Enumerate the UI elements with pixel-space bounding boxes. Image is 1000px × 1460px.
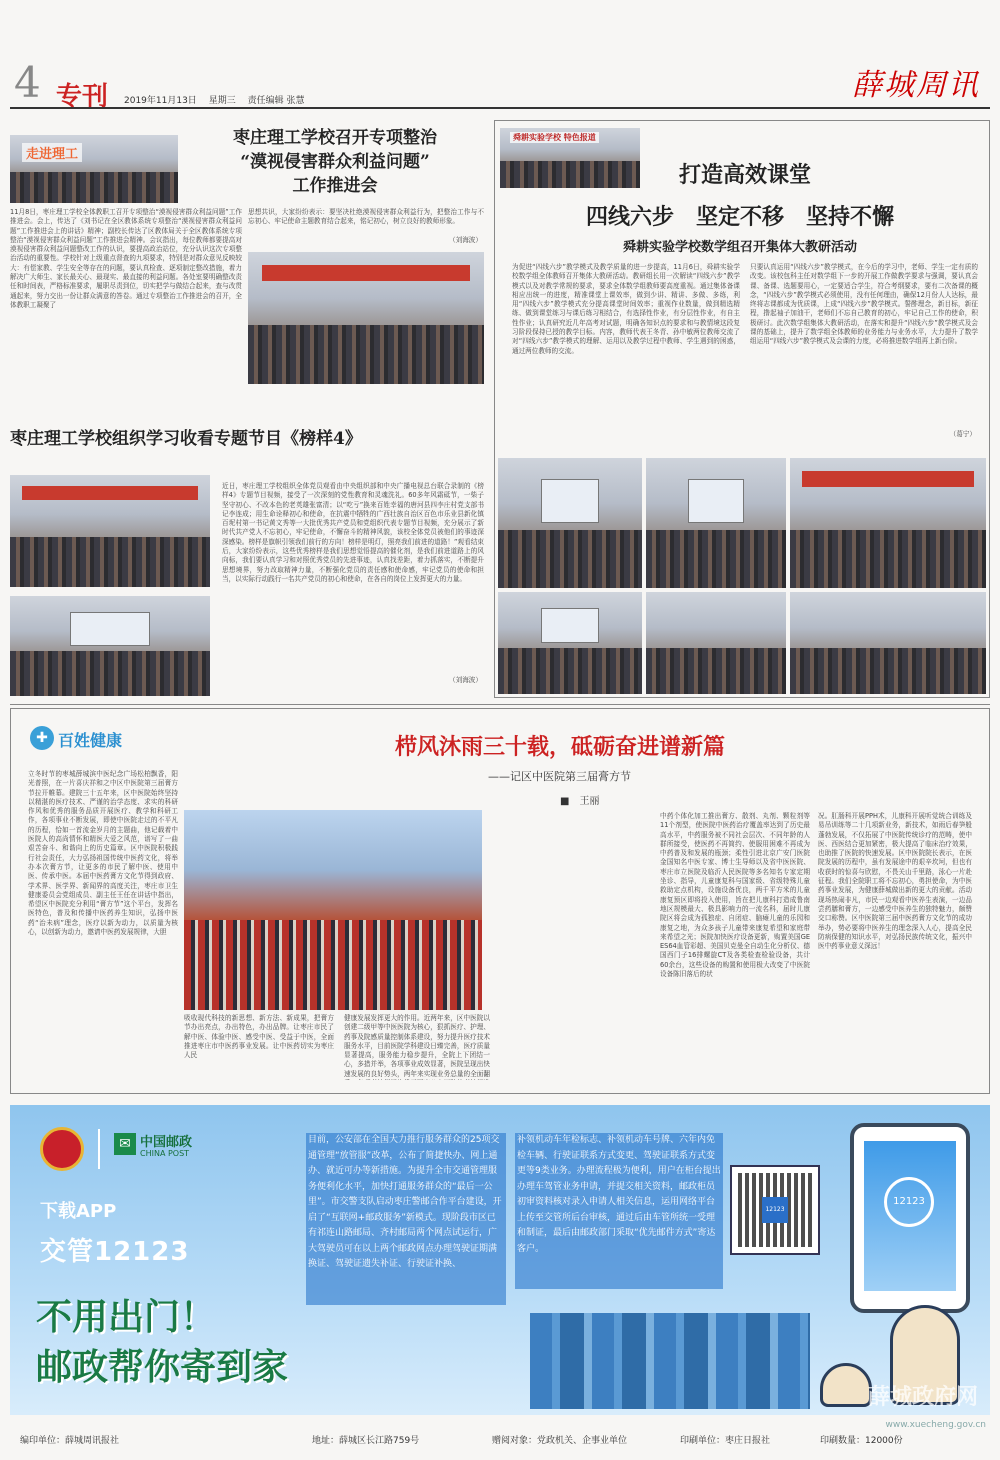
section-title: 专刊 <box>56 82 109 112</box>
app-name: 交管12123 <box>40 1237 190 1267</box>
health-cross-icon: ✚ <box>30 726 54 750</box>
footer-printer: 印刷单位：枣庄日报社 <box>680 1436 771 1446</box>
post-logo-sub: CHINA POST <box>140 1149 190 1158</box>
qr-code[interactable] <box>730 1165 820 1255</box>
article4-body-col4: 中药个体化加工推出膏方、散剂、丸剂、颗粒剂等11个剂型，使医院中医药治疗覆盖率达到了历史最高水平，中药服务被不同社会层次、不同年龄的人群所接受，使医药不再简约、使服用困难不再成为中药普及和发展的瓶颈；柔性引进北京广安门医院金国知名中医专家、博士生导师以及省中医医院、枣庄市立医院及临沂人民医院等多名知名专家定期坐诊、指导，儿童康复科与国家级、省级特殊儿童救助定点机构，设施设备优良，两千平方米的儿童康复预区即将投入使用，旨在把儿康科打造成鲁南地区规模最大、极具影响力的一流名科，届时儿康院区将会成为孤独症、自闭症、脑瘫儿童的乐园和康复之地，为众多孩子儿童带来康复希望和家庭带来希望之光；医院加快医疗设备更新，购置美国GE ES64血管彩超、美国贝克曼全自动生化分析仪、德国西门子16排螺旋CT及各类检查检验设备，共计60余台，这些设备的购置和使用极大改变了中医院设备陈旧落后的状 <box>660 812 810 979</box>
article1-title-line3: 工作推进会 <box>292 176 378 196</box>
watermark-url: www.xuecheng.gov.cn <box>885 1420 986 1430</box>
logo-divider <box>98 1129 100 1169</box>
phone-app-title: 12123 <box>884 1177 934 1227</box>
qr-center-logo: 12123 <box>762 1197 788 1223</box>
article4-subtitle: ——记区中医院第三届膏方节 <box>488 770 631 783</box>
post-logo-text: 中国邮政 <box>140 1135 193 1150</box>
dateline <box>124 93 304 106</box>
footer-publisher: 编印单位：薛城周讯报社 <box>20 1436 120 1446</box>
article1-headline <box>190 126 480 198</box>
page-number: 4 <box>14 58 41 107</box>
police-badge-icon <box>40 1127 84 1171</box>
article4-body-col3: 健康发展发挥更大的作用。近两年来，区中医院以创建二级甲等中医医院为核心，狠抓医疗、护理、药事及院感质量控制体系建设，努力提升医疗技术服务水平，目前医院学科建设日臻完善，医疗质量显著提高，服务能力稳步提升，全院上下团结一心，多措并举，各项事业成效显著，医院呈现出快速发展的良好势头，两年来实现业务总量的全面翻 <box>344 1014 490 1078</box>
footer-recipients: 赠阅对象：党政机关、企事业单位 <box>492 1436 628 1446</box>
school-gate-photo <box>10 135 178 203</box>
photo-caption: 走进理工 <box>22 143 82 162</box>
viewing-photo-2 <box>10 596 210 696</box>
footer-address: 地址：薛城区长江路759号 <box>312 1436 420 1446</box>
footer <box>10 1425 990 1447</box>
footer-copies: 印刷数量：12000份 <box>820 1436 903 1446</box>
article2-byline: （葛宁） <box>949 430 976 438</box>
police-mascot-left <box>820 1363 872 1407</box>
article4-body-col5: 况。肛肠科开展PPH术，儿康科开展听觉统合训练及易吊训练等二十几项新业务，新技术，如雨后春笋般蓬勃发展，不仅拓展了中医院传统诊疗的范畴，使中医、西医结合更加紧密，极大提高了临床治疗效果，也助推了医院的快速发展。区中医院院长表示，在医院发展的历程中，虽有发展途中的艰辛坎坷，但也有收获时的惊喜与欣慰，不畏关山千里路，泳心一片赴征程。我们全院职工将不忘初心，勇担使命，为中医药事业发展，为健康薛城做出新的更大的贡献。活动现场热闹非凡，市民一边观看中医养生表演，一边品尝药膳和膏方，一边感受中医养生的独特魅力，颇赞交口称赞。区中医院第三届中医药膏方文化节的成功举办，势必要将中医养生的理念深入人心，提高全民防病保健的知识水平，对弘扬民族传统文化，振兴中医中药事业意义深远！ <box>818 812 972 951</box>
teaching-photo-4 <box>498 592 642 694</box>
teaching-photo-2 <box>646 458 786 588</box>
viewing-photo-1 <box>10 475 210 587</box>
masthead-logo: 薛城周讯 <box>852 68 980 103</box>
article2-subtitle: 舜耕实验学校数学组召开集体大教研活动 <box>622 240 857 255</box>
article3-headline: 枣庄理工学校组织学习收看专题节目《榜样4》 <box>10 429 362 449</box>
article4-body-col2: 吸收现代科技的新思想、新方法、新成果，把膏方节办出亮点，办出特色，办出品牌。让枣庄市民了解中医、体验中医、感受中医、受益于中医，全面推进枣庄市中医药事业发展。让中医药切实为枣庄人民 <box>184 1014 334 1060</box>
article2-body-col2: 只要认真运用“四线六步”教学模式，在今后的学习中，老师、学生一定有质的改变。该校包科主任对数学组下一步的开展工作做教学要求与强调，要认真会课、备课、选题要用心，一定要适合学生，符合考纲要求，要有二次备课的概念，“四线六步”教学模式必须使用，没有任何理由，确保12月份人人达标，最终将志课都成为优质课，上成“四线六步”教学模式。誓酢理念，新目标，新征程，撸起袖子加油干，老师们不忘自己教育的初心，牢记自己工作的使命，积极研讨。此次数学组集体大教研活动，在落实和提升“四线六步”教学模式及会课的基础上，提升了数学组全体教师的业务能力与业务水平，大力提升了数学组运用“四线六步”教学模式及会课的力度，必将推进数学组再上新台阶。 <box>750 263 978 346</box>
section-divider <box>10 704 990 705</box>
article4-body-col4-pre <box>500 812 650 1080</box>
ad-body-col2: 补领机动车年检标志、补领机动车号牌、六年内免检车辆、行驶证联系方式变更、驾驶证联系方式变更等9类业务。办理流程极为便利，用户在柜台提出办理车驾管业务申请，并提交相关资料，邮政柜员初审资料核对录入申请人相关信息，运用网络平台上传至交管所后台审核，通过后由车管所统一受理和制证，最后由邮政部门采取“优先邮件方式”寄达客户。 <box>515 1133 723 1289</box>
teaching-photo-6 <box>790 592 986 694</box>
school-banner-photo <box>500 128 640 188</box>
column-logo: 百姓健康 <box>58 731 123 750</box>
article3-body: 近日，枣庄理工学校组织全体党员观看由中央组织部和中央广播电视总台联合录制的《榜样4》专题节目视频，接受了一次深刻的党性教育和灵魂洗礼。60多年风霜砥节，一柴子坚守初心、不改本色的老英雄张富清；以“吃亏”换来百姓幸福的唐河县四李庄村党支部书记李连成；用生命诠释初心和使命，在抗震中牺牲的广西壮族自治区百色市乐业县新化镇百坭村第一书记黄文秀等一大批优秀共产党员和党组织代表专题节目视频，充分展示了新时代共产党人不忘初心，牢记使命，不懈奋斗的精神风貌，该校全体党员被他们的事迹深深感染。榜样是旗帜引领我们前行的方向！榜样是明灯，照亮我们前进的道路！”观看结束后，大家纷纷表示，这些优秀榜样是我们思想觉悟提高的催化剂，是我们前进道路上的风向标，我们要认真学习和对照优秀党员的先进事迹，认真找差距，着力抓落实，不断提升思想境界，努力改取精神力量，不断强化党员的责任感和使命感，牢记党员的使命和担当，以实际行动践行一名共产党员的初心和使命，在各自的岗位上发挥更大的力量。 <box>222 482 484 583</box>
article2-title-line1: 打造高效课堂 <box>678 162 811 188</box>
slogan-line2: 邮政帮你寄到家 <box>36 1347 289 1388</box>
teaching-photo-3 <box>790 458 986 588</box>
article2-title-line2: 四线六步 坚定不移 坚持不懈 <box>585 204 894 230</box>
meeting-photo <box>248 252 484 384</box>
police-post-ad <box>10 1105 990 1415</box>
article4-headline: 栉风沐雨三十载，砥砺奋进谱新篇 <box>394 734 725 760</box>
article1-body-col2: 思想共识，大家纷纷表示：要坚决杜绝漠视侵害群众利益行为，把整治工作与不忘初心、牢记使命主题教育结合起来，铭记初心，树立良好的教师形象。 <box>248 208 484 226</box>
teaching-photo-1 <box>498 458 642 588</box>
article4-body-col1: 立冬时节的枣城薛城滨中医纪念广场松柏飘香，阳光普照，在一片喜庆祥和之中区中医院第三届膏方节拉开帷幕。建院三十五年来，区中医院始终坚持以精湛的医疗技术、严谨的治学态度、求实的科研作风和优秀的服务品质开展医疗、教学和科研工作，各项事业不断发展，即使中医院走过的不平凡的历程，恰如一首流金岁月的主题曲，他记载着中医院人的高尚情怀和精医大爱之风范，谱写了一曲艰苦奋斗、和谐向上的历史篇章。区中医院积极践行社会责任，大力弘扬祖国传统中医药文化，将举办本次膏方节，让更多的市民了解中医、使用中医、传承中医。本届中医药膏方文化节得到政府、学术界、医学界、新闻界的高度关注，枣庄市卫生健康委员会党组成员、副主任王任在讲话中指出，希望区中医院充分利用“膏方节”这个平台，发挥名医特色，普及和传播中医药养生知识，弘扬中医药“治未病”理念，医疗以新为动力，以质量为核心，以创新为动力，邀请中医药发展规律，大胆 <box>28 770 178 937</box>
article1-title-line2: “漠视侵害群众利益问题” <box>240 152 430 172</box>
festival-photo <box>184 810 482 1010</box>
slogan-line1: 不用出门！ <box>36 1297 217 1338</box>
download-label: 下载APP <box>40 1201 117 1222</box>
article1-byline: （刘海波） <box>449 236 482 244</box>
banner-caption: 舜耕实验学校 特色报道 <box>510 132 599 143</box>
issue-date: 2019年11月13日 <box>124 96 197 106</box>
article1-title-line1: 枣庄理工学校召开专项整治 <box>233 128 437 148</box>
article3-byline: （刘海波） <box>449 676 482 684</box>
editor-credit: 责任编辑 张慧 <box>247 96 305 106</box>
watermark: 薛城政府网 <box>867 1385 978 1410</box>
city-skyline <box>530 1313 810 1409</box>
article4-author: ■ 王丽 <box>560 796 600 807</box>
phone-mockup <box>850 1123 970 1313</box>
article1-body-col1: 11月8日，枣庄理工学校全体教职工召开专项整治“漠视侵害群众利益问题”工作推进会。会上，传达了《刘书记在全区教体系统专项整治“漠视侵害群众利益问题”工作推进会上的讲话》精神；副校长传达了区教体局关于全区教体系统专项整治“漠视侵害群众利益问题”工作推进会精神。会议指出，每位教师都要提高对漠视侵害群众利益问题整改工作的认识，要提高政治站位，充分认识这次专项整治活动的重要性。学校针对上级重点督查的九项要求，特别是对群众意见反映较大：有偿家教、学生安全等存在的问题，要认真检查、逐项制定整改措施，着力解决广大师生、家长最关心、最现实、最直接的利益问题。各处室要明确整改责任和时间表，严格标准要求，履职尽责到位，切实把学与做结合起来，查与改贯通起来，努力交出一份让群众满意的答卷。通过专项整治工作推进会的召开，全体教职工凝聚了 <box>10 208 242 309</box>
header-rule <box>10 107 990 109</box>
china-post-icon: ✉ <box>114 1133 136 1155</box>
article2-body-col1: 为促进“四线六步”教学模式及教学质量的进一步提高，11月6日，舜耕实验学校数学组全体教师召开集体大教研活动。教研组长用一次解读“四线六步”教学模式以及对教学常规的要求，要求全体数学组教师要高度重视。通过集体备课相应出统一的进度，精准课堂上课效率，做到少讲、精讲、多做、多练，利用“四线六步”教学模式充分提高课堂时间效率；重视作业数量，做到精选精练、做到课堂练习与课后练习相结合，有选择性作业，有分层性作业，有自主性作业；认真研究近几年高考对试题，明确各知识点的要求和与教情境这段复习阶段保持已授的教学目标。内容，教师代表王冬青、孙中敏两位教师交流了对“四线六步”教学模式的理解、运用以及教学过程中教师、学生遇到的困惑，通过两位教师的交流。 <box>512 263 740 355</box>
teaching-photo-5 <box>646 592 786 694</box>
issue-weekday: 星期三 <box>208 96 236 106</box>
ad-body-col1: 目前，公安部在全国大力推行服务群众的25项交通管理“放管服”改革，公布了简捷快办、网上通办、就近可办等新措施。为提升全市交通管理服务便利化水平，加快打通服务群众的“最后一公里”。市交警支队启动枣庄警邮合作平台建设，开启了“互联网+邮政服务”新模式。现阶段市区已有祁连山路邮局、齐村邮局两个网点试运行，广大驾驶员可在以上两个邮政网点办理驾驶证期满换证、驾驶证遗失补证、行驶证补换、 <box>306 1133 506 1305</box>
